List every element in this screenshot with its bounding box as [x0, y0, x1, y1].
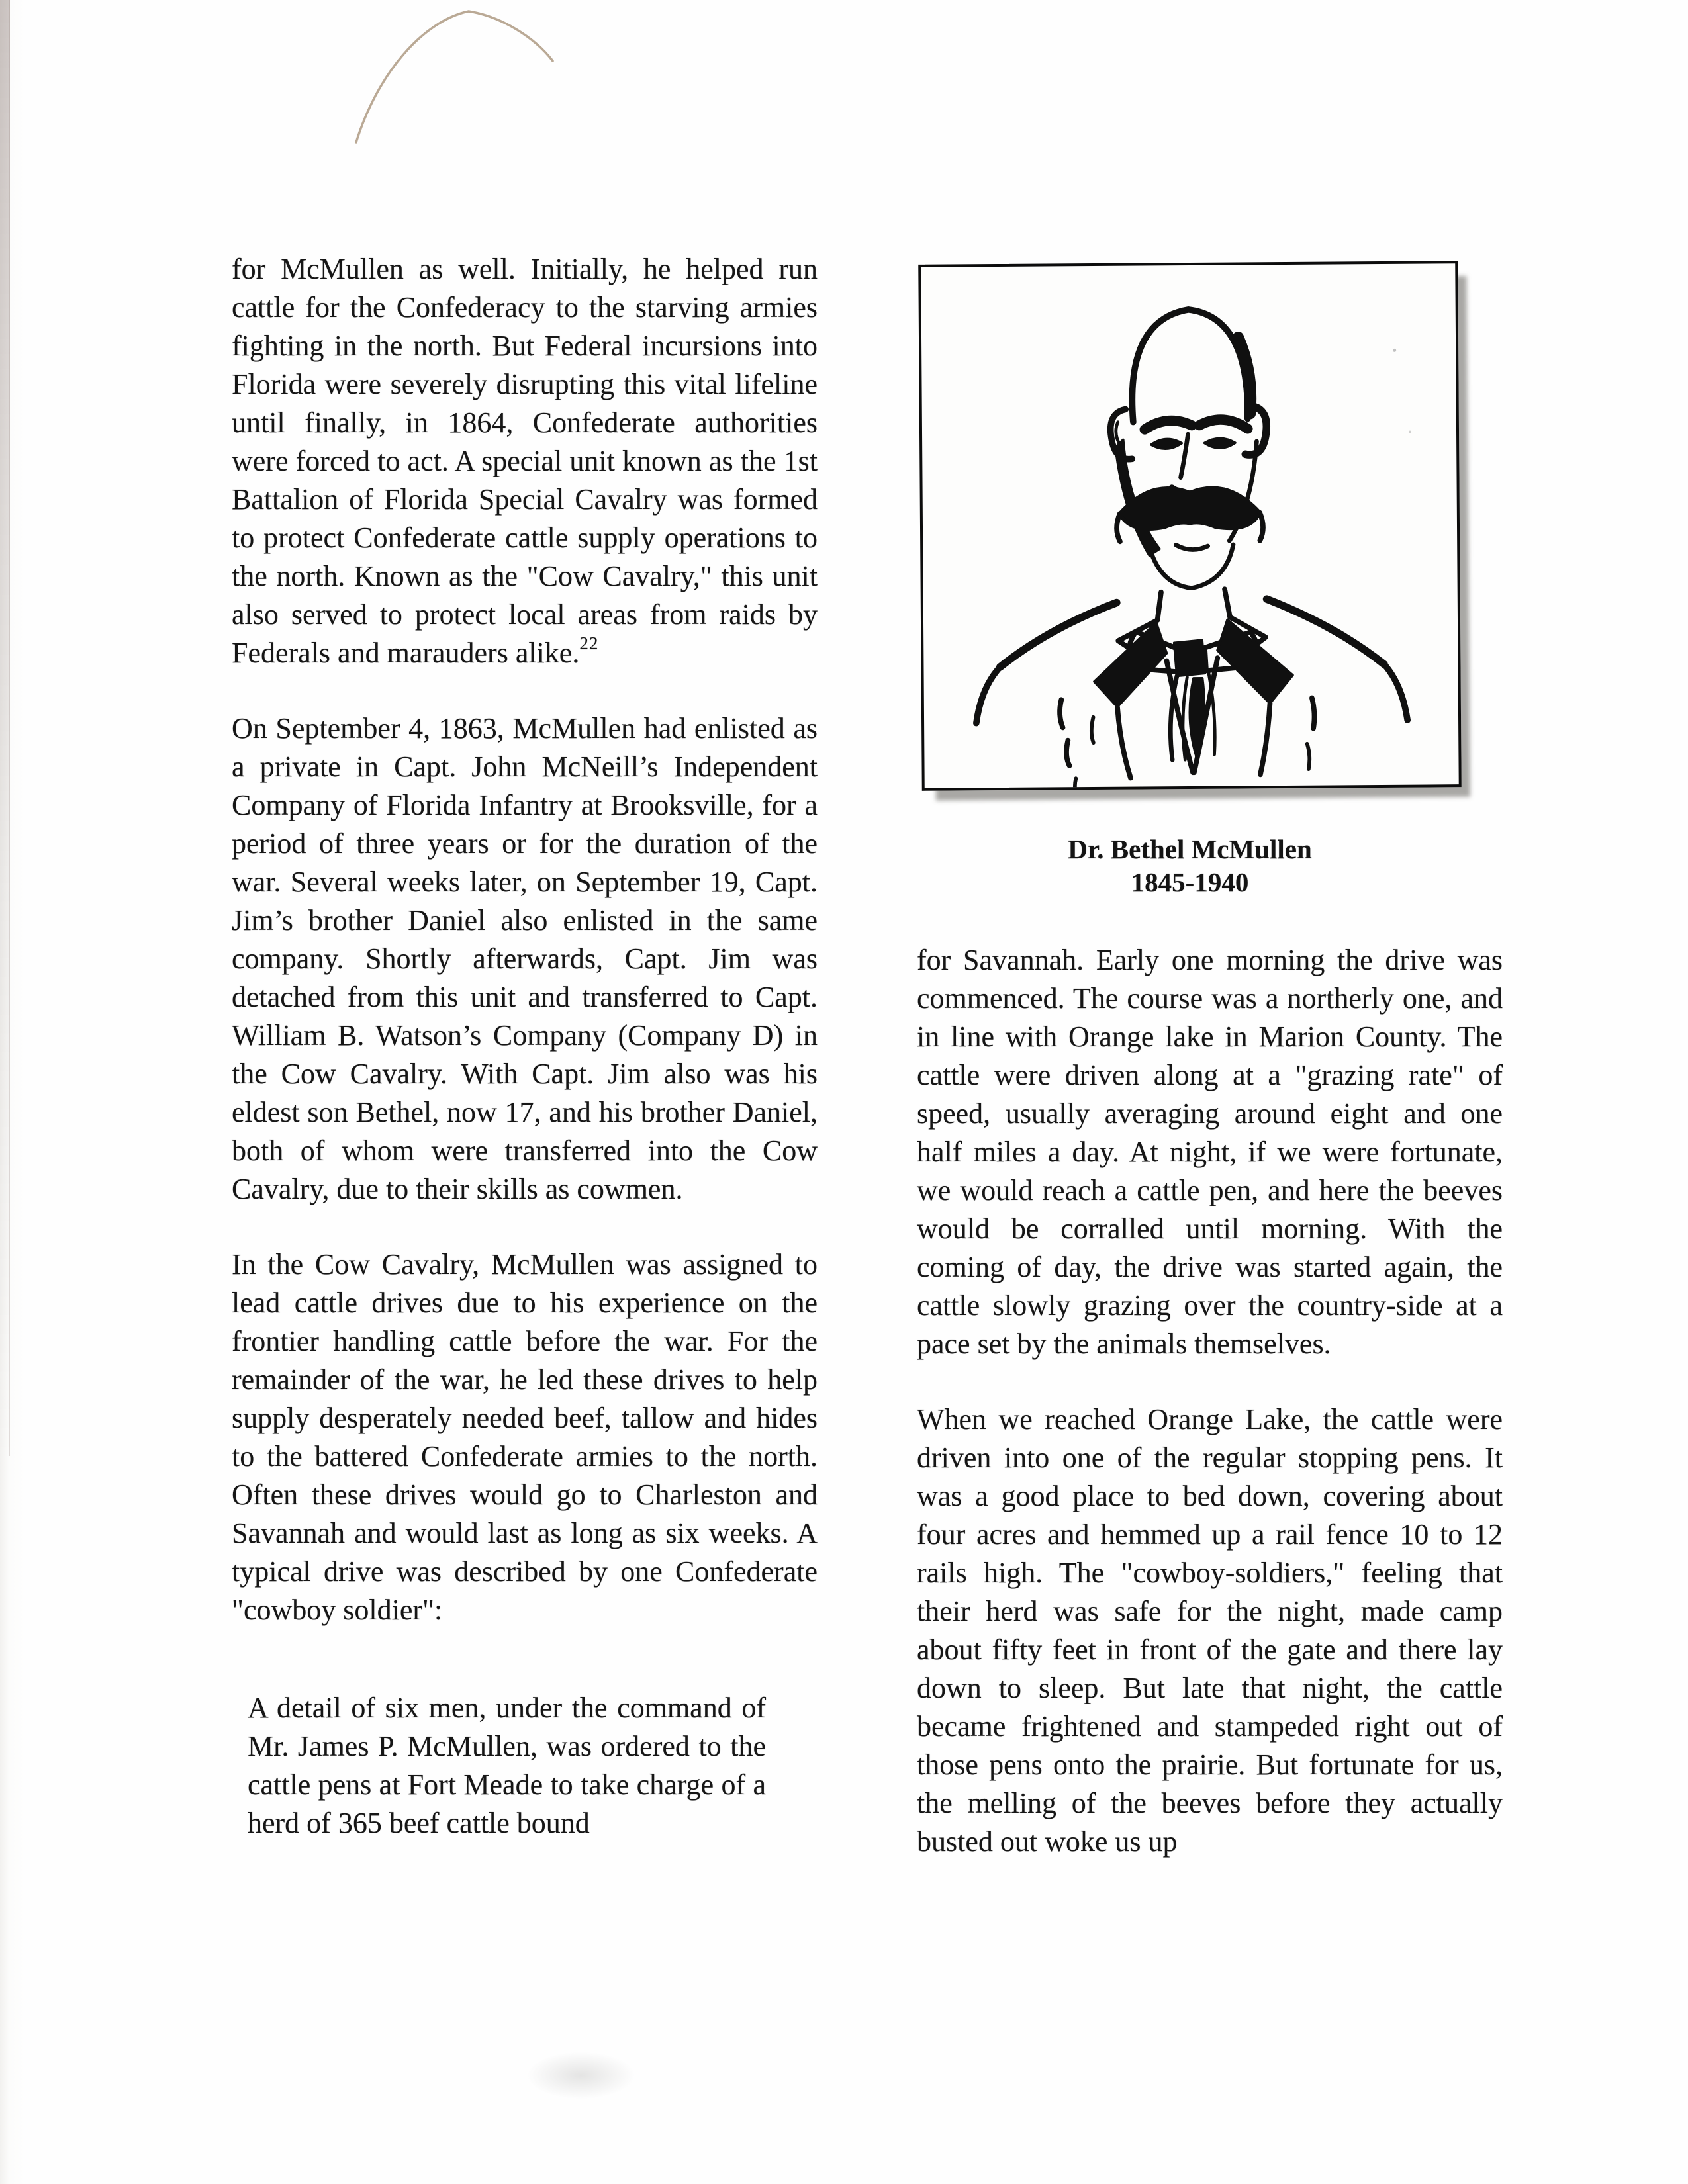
scan-edge-artifact: [0, 0, 10, 1456]
paragraph-continuation: [232, 250, 818, 672]
blockquote-continuation: for Savannah. Early one morning the drive was commenced. The course was a northerly one, and in line with Orange lake in Marion County. The cattle were driven along at a "grazing rate" of speed, usually averaging around eight and one half miles a day. At night, if we were fortunate, we would reach a cattle pen, and here the beeves would be corralled until morning. With the coming of day, the drive was started again, the cattle slowly grazing over the country-side at a pace set by the animals themselves.: [917, 944, 1503, 1360]
portrait-figure: [920, 263, 1460, 789]
paragraph-enlistment: On September 4, 1863, McMullen had enlisted as a private in Capt. John McNeill’s Independent Company of Florida Infantry at Brooksville, for a period of three years or for the duration of the war. Several weeks later, on September 19, Capt. Jim’s brother Daniel also enlisted in the same company. Shortly afterwards, Capt. Jim was detached from this unit and transferred to Capt. William B. Watson’s Company (Company D) in the Cow Cavalry. With Capt. Jim also was his eldest son Bethel, now 17, and his brother Daniel, both of whom were transferred into the Cow Cavalry, due to their skills as cowmen.: [232, 712, 818, 1205]
scan-speck: [1393, 349, 1396, 352]
portrait-caption-name: Dr. Bethel McMullen: [1068, 834, 1312, 864]
right-text-column: [917, 250, 1503, 1898]
pen-stroke-artifact: [344, 0, 569, 159]
portrait-caption-years: 1845-1940: [1131, 867, 1249, 897]
portrait-sketch: [921, 263, 1458, 788]
paragraph-orange-lake: When we reached Orange Lake, the cattle were driven into one of the regular stopping pens. It was a good place to bed down, covering about four acres and hemmed up a rail fence 10 to 12 rails high. The "cowboy-soldiers," feeling that their herd was safe for the night, made camp about fifty feet in front of the gate and there lay down to sleep. But late that night, the cattle became frightened and stampeded right out of those pens onto the prairie. But fortunate for us, the melling of the beeves before they actually busted out woke us up: [917, 1403, 1503, 1858]
scan-smudge: [526, 2052, 635, 2099]
scan-speck: [1409, 431, 1411, 433]
portrait-frame: [918, 261, 1462, 791]
blockquote-cowboy-soldier: A detail of six men, under the command of Mr. James P. McMullen, was ordered to the cattle pens at Fort Meade to take charge of a herd of 365 beef cattle bound: [248, 1692, 766, 1839]
paragraph-cattle-drives: In the Cow Cavalry, McMullen was assigned to lead cattle drives due to his experience on the frontier handling cattle before the war. For the remainder of the war, he led these drives to help supply desperately needed beef, tallow and hides to the battered Confederate armies to the north. Often these drives would go to Charleston and Savannah and would last as long as six weeks. A typical drive was described by one Confederate "cowboy soldier":: [232, 1248, 818, 1626]
footnote-reference: 22: [579, 633, 599, 653]
portrait-caption: [920, 833, 1460, 899]
left-text-column: [232, 250, 818, 1843]
paragraph-text: for McMullen as well. Initially, he helped run cattle for the Confederacy to the starving armies fighting in the north. But Federal incursions into Florida were severely disrupting this vital lifeline until finally, in 1864, Confederate authorities were forced to act. A special unit known as the 1st Battalion of Florida Special Cavalry was formed to protect Confederate cattle supply operations to the north. Known as the "Cow Cavalry," this unit also served to protect local areas from raids by Federals and marauders alike.: [232, 253, 818, 669]
